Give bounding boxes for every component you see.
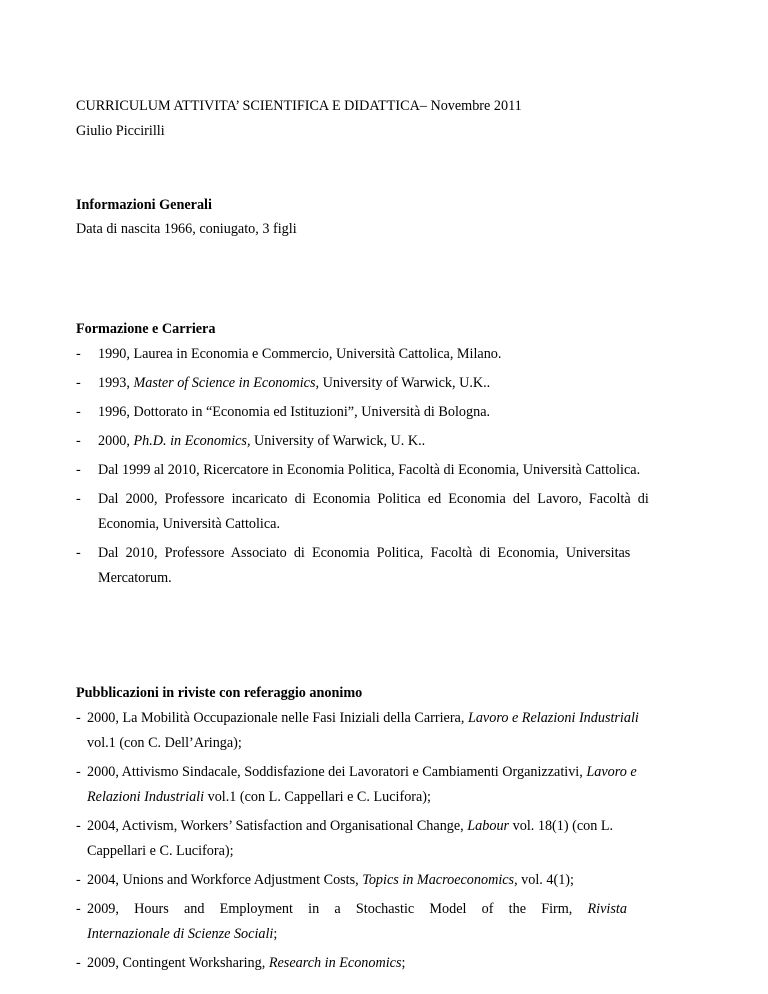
publication-word: a xyxy=(334,901,341,917)
publication-word: Stochastic xyxy=(355,901,415,917)
publication-text: Cappellari e C. Lucifora); xyxy=(87,843,234,859)
publication-word: the xyxy=(508,901,526,917)
journal-name: Research in Economics xyxy=(268,955,402,971)
journal-name: Relazioni Industriali xyxy=(87,789,205,805)
career-item-text: Dal 1999 al 2010, Ricercatore in Economia Politica, Facoltà di Economia, Università Cattolica. xyxy=(98,462,641,478)
publication-word: Firm, xyxy=(541,901,573,917)
list-dash: - xyxy=(76,462,81,478)
journal-name: Labour xyxy=(467,818,510,834)
general-info-heading: Informazioni Generali xyxy=(76,197,212,213)
list-dash: - xyxy=(76,491,81,507)
publication-text: , vol. 4(1); xyxy=(514,872,574,888)
career-item-text: Dal 2010, Professore Associato di Economia Politica, Facoltà di Economia, Universitas xyxy=(98,545,631,561)
list-dash: - xyxy=(76,346,81,362)
publication-text: vol.1 (con L. Cappellari e C. Lucifora); xyxy=(204,789,431,805)
publication-word: 2009, xyxy=(87,901,119,917)
publication-word: and xyxy=(183,901,205,917)
list-dash: - xyxy=(76,872,81,888)
publications-heading: Pubblicazioni in riviste con referaggio anonimo xyxy=(76,685,363,701)
career-item-text: , University of Warwick, U.K.. xyxy=(315,375,491,391)
publication-text: 2000, Attivismo Sindacale, Soddisfazione dei Lavoratori e Cambiamenti Organizzativi, xyxy=(87,764,587,780)
publication-text: ; xyxy=(401,955,406,971)
list-dash: - xyxy=(76,955,81,971)
career-item-emphasis: Master of Science in Economics xyxy=(133,375,316,391)
publication-text: 2009, Contingent Worksharing, xyxy=(87,955,269,971)
list-dash: - xyxy=(76,710,81,726)
general-info-text: Data di nascita 1966, coniugato, 3 figli xyxy=(76,221,297,237)
journal-name: Lavoro e xyxy=(586,764,637,780)
publication-word: Employment xyxy=(219,901,293,917)
publication-text: 2000, La Mobilità Occupazionale nelle Fasi Iniziali della Carriera, xyxy=(87,710,468,726)
publication-word: Model xyxy=(429,901,467,917)
publication-text: ; xyxy=(273,926,278,942)
publication-word: of xyxy=(481,901,494,917)
list-dash: - xyxy=(76,901,81,917)
career-item-text: 1993, xyxy=(98,375,134,391)
document-title: CURRICULUM ATTIVITA’ SCIENTIFICA E DIDATTICA– Novembre 2011 xyxy=(76,98,522,114)
author-name: Giulio Piccirilli xyxy=(76,123,165,139)
career-item-text: Mercatorum. xyxy=(98,570,172,586)
career-item-text: University of Warwick, U. K.. xyxy=(250,433,426,449)
journal-name: Topics in Macroeconomics xyxy=(362,872,515,888)
career-item-text: Economia, Università Cattolica. xyxy=(98,516,281,532)
career-item-text: 2000, xyxy=(98,433,134,449)
publication-text: 2004, Activism, Workers’ Satisfaction and Organisational Change, xyxy=(87,818,468,834)
list-dash: - xyxy=(76,404,81,420)
publication-word: Hours xyxy=(134,901,169,917)
list-dash: - xyxy=(76,818,81,834)
journal-name: Rivista xyxy=(587,901,627,917)
journal-name: Internazionale di Scienze Sociali xyxy=(87,926,274,942)
career-item-text: 1996, Dottorato in “Economia ed Istituzioni”, Università di Bologna. xyxy=(98,404,491,420)
list-dash: - xyxy=(76,545,81,561)
list-dash: - xyxy=(76,375,81,391)
career-item-text: Dal 2000, Professore incaricato di Economia Politica ed Economia del Lavoro, Facoltà di xyxy=(98,491,649,507)
publication-word: in xyxy=(308,901,320,917)
career-item-text: 1990, Laurea in Economia e Commercio, Università Cattolica, Milano. xyxy=(98,346,502,362)
publication-text: vol. 18(1) (con L. xyxy=(509,818,614,834)
publication-text: 2004, Unions and Workforce Adjustment Costs, xyxy=(87,872,363,888)
career-item-emphasis: Ph.D. in Economics, xyxy=(133,433,251,449)
list-dash: - xyxy=(76,764,81,780)
career-heading: Formazione e Carriera xyxy=(76,321,216,337)
publication-text: vol.1 (con C. Dell’Aringa); xyxy=(87,735,242,751)
list-dash: - xyxy=(76,433,81,449)
journal-name: Lavoro e Relazioni Industriali xyxy=(467,710,639,726)
